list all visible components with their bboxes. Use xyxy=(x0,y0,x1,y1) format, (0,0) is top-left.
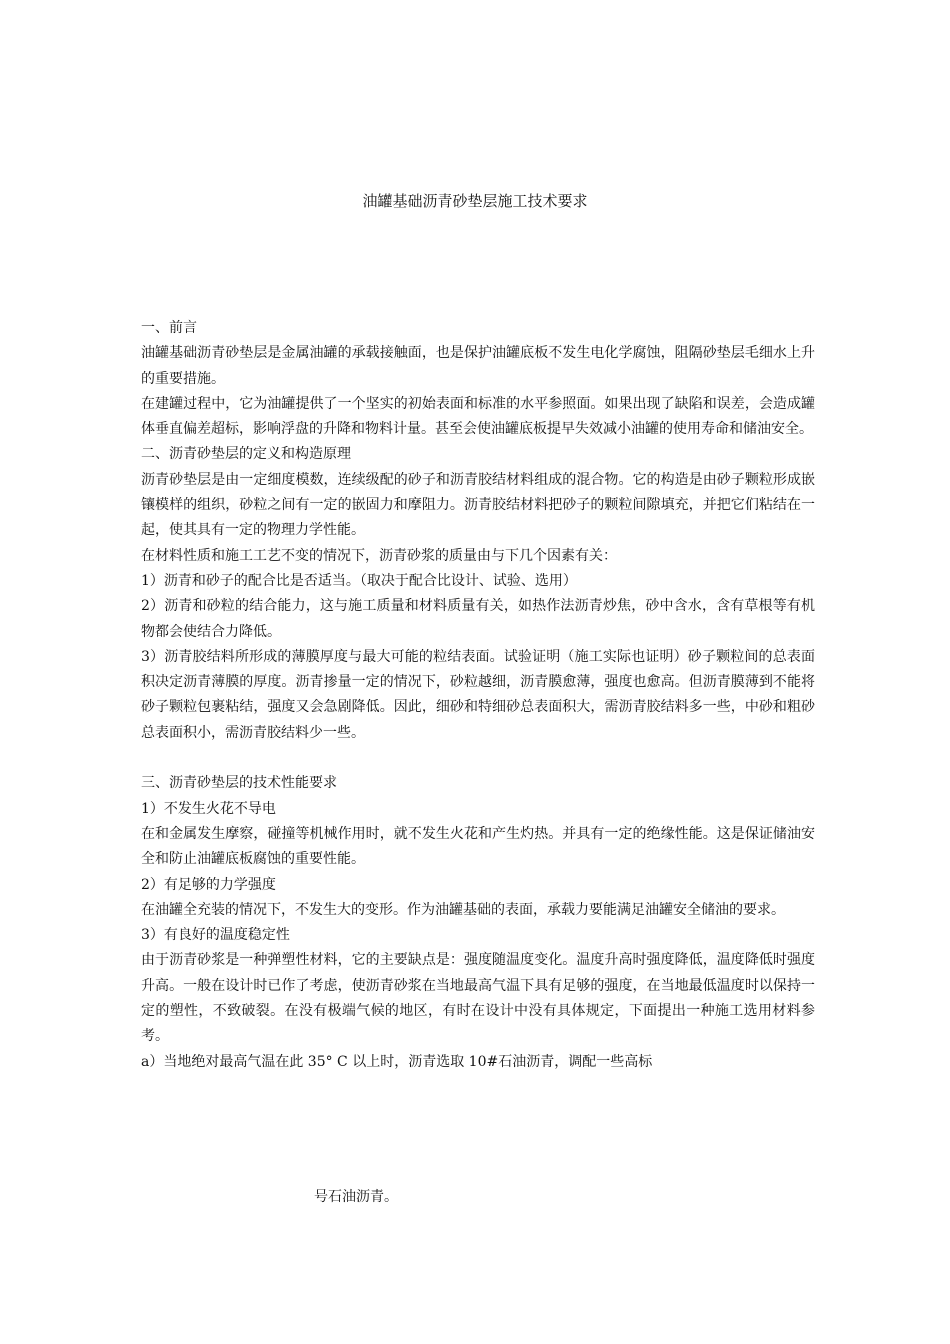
paragraph: 沥青砂垫层是由一定细度模数，连续级配的砂子和沥青胶结材料组成的混合物。它的构造是由砂子颗粒形成嵌镶模样的组织，砂粒之间有一定的嵌固力和摩阻力。沥青胶结材料把砂子的颗粒间隙填充，并把它们粘结在一起，使其具有一定的物理力学性能。 xyxy=(141,471,815,539)
paragraph: 在材料性质和施工工艺不变的情况下，沥青砂浆的质量由与下几个因素有关： xyxy=(141,547,617,564)
section-heading-definition: 二、沥青砂垫层的定义和构造原理 xyxy=(141,446,351,463)
paragraph: 在和金属发生摩察，碰撞等机械作用时，就不发生火花和产生灼热。并具有一定的绝缘性能。这是保证储油安全和防止油罐底板腐蚀的重要性能。 xyxy=(141,825,815,868)
list-item: 1）沥青和砂子的配合比是否适当。（取决于配合比设计、试验、选用） xyxy=(141,572,577,589)
list-item: 2）沥青和砂粒的结合能力，这与施工质量和材料质量有关，如热作法沥青炒焦，砂中含水，含有草根等有机物都会使结合力降低。 xyxy=(141,598,815,640)
document-title: 油罐基础沥青砂垫层施工技术要求 xyxy=(362,192,588,210)
section-heading-requirements: 三、沥青砂垫层的技术性能要求 xyxy=(141,775,337,792)
paragraph: 由于沥青砂浆是一种弹塑性材料，它的主要缺点是：强度随温度变化。温度升高时强度降低，温度降低时强度升高。一般在设计时已作了考虑，使沥青砂浆在当地最高气温下具有足够的强度，在当地最低温度时以保持一定的塑性，不致破裂。在没有极端气候的地区，有时在设计中没有具体规定，下面提出一种施工选用材料参考。 xyxy=(141,952,815,1045)
paragraph: 油罐基础沥青砂垫层是金属油罐的承载接触面，也是保护油罐底板不发生电化学腐蚀，阻隔砂垫层毛细水上升的重要措施。 xyxy=(141,345,815,387)
list-item: 3）沥青胶结料所形成的薄膜厚度与最大可能的粒结表面。试验证明（施工实际也证明）砂子颗粒间的总表面积决定沥青薄膜的厚度。沥青掺量一定的情况下，砂粒越细，沥青膜愈薄，强度也愈高。但沥青膜薄到不能将砂子颗粒包裹粘结，强度又会急剧降低。因此，细砂和特细砂总表面积大，需沥青胶结料多一些，中砂和粗砂总表面积小，需沥青胶结料少一些。 xyxy=(141,648,815,741)
paragraph: 在油罐全充装的情况下，不发生大的变形。作为油罐基础的表面，承载力要能满足油罐安全储油的要求。 xyxy=(141,901,785,918)
trailing-text: 号石油沥青。 xyxy=(314,1189,398,1205)
blank-line xyxy=(141,746,815,771)
list-item: a）当地绝对最高气温在此 35° C 以上时，沥青选取 10#石油沥青，调配一些高标 xyxy=(141,1053,653,1070)
subheading: 3）有良好的温度稳定性 xyxy=(141,927,290,944)
subheading: 1）不发生火花不导电 xyxy=(141,800,276,817)
subheading: 2）有足够的力学强度 xyxy=(141,876,276,893)
section-heading-preface: 一、前言 xyxy=(141,320,197,336)
paragraph: 在建罐过程中，它为油罐提供了一个坚实的初始表面和标准的水平参照面。如果出现了缺陷和误差，会造成罐体垂直偏差超标，影响浮盘的升降和物料计量。甚至会使油罐底板提早失效减小油罐的使用寿命和储油安全。 xyxy=(141,395,815,438)
document-body xyxy=(141,316,815,1075)
